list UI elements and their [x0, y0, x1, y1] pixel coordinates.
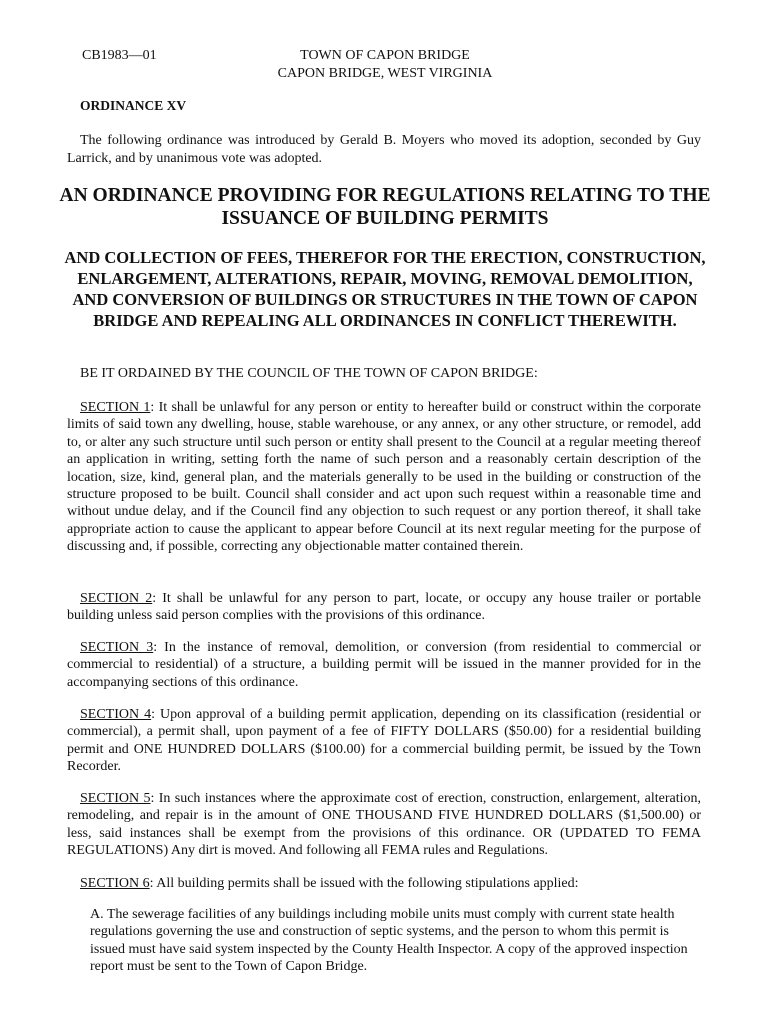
section-5 [67, 790, 701, 860]
ordinance-subtitle: AND COLLECTION OF FEES, THEREFOR FOR THE ERECTION, CONSTRUCTION, ENLARGEMENT, ALTERATIONS, REPAIR, MOVING, REMOVAL DEMOLITION, AND CONVERSION OF BUILDINGS OR STRUCTURES IN THE TOWN OF CAPON BRIDGE AND REPEALING ALL ORDINANCES IN CONFLICT THEREWITH. [64, 248, 706, 330]
town-header [0, 47, 770, 83]
section-2 [67, 590, 701, 625]
town-name: TOWN OF CAPON BRIDGE [300, 48, 470, 63]
section-6 [67, 875, 701, 892]
section-3 [67, 639, 701, 691]
ordained-clause: BE IT ORDAINED BY THE COUNCIL OF THE TOWN OF CAPON BRIDGE: [80, 366, 538, 381]
subsection-a: A. The sewerage facilities of any buildings including mobile units must comply with current state health regulations governing the use and construction of septic systems, and the person to whom this permit is issued must have said system inspected by the County Health Inspector. A copy of the approved inspection report must be sent to the Town of Capon Bridge. [90, 907, 688, 975]
section-text: : In such instances where the approximate cost of erection, construction, enlargement, alteration, remodeling, and repair is in the amount of ONE THOUSAND FIVE HUNDRED DOLLARS ($1,500.00) or less, said instances shall be exempt from the provisions of this ordinance. OR (UPDATED TO FEMA REGULATIONS) Any dirt is moved. And following all FEMA rules and Regulations. [67, 791, 701, 859]
town-location: CAPON BRIDGE, WEST VIRGINIA [277, 66, 493, 81]
section-text: : All building permits shall be issued with the following stipulations applied: [149, 876, 579, 891]
section-text: : In the instance of removal, demolition, or conversion (from residential to commercial or commercial to residential) of a structure, a building permit will be issued in the manner provided for in the accompanying sections of this ordinance. [67, 640, 701, 690]
section-label: SECTION 2 [80, 591, 153, 606]
section-label: SECTION 5 [80, 791, 151, 806]
document-id: CB1983—01 [82, 48, 157, 63]
section-1 [67, 399, 701, 556]
section-text: : It shall be unlawful for any person or entity to hereafter build or construct within the corporate limits of said town any dwelling, house, stable warehouse, or any annex, or any other structure, or remodel, add to, or alter any such structure until such person or entity shall present to the Council at a regular meeting thereof an application in writing, setting forth the name of such person and a reasonably certain description of the location, size, kind, general plan, and the materials generally to be used in the building or construction of the structure proposed to be built. Council shall consider and act upon such request within a reasonable time and without undue delay, and if the Council find any objection to such request or any portion thereof, it shall take appropriate action to cause the applicant to appear before Council at its next regular meeting for the purpose of discussing and, if possible, correcting any objectionable matter contained therein. [67, 400, 701, 555]
ordinance-title: AN ORDINANCE PROVIDING FOR REGULATIONS RELATING TO THE ISSUANCE OF BUILDING PERMITS [59, 185, 711, 229]
section-text: : It shall be unlawful for any person to part, locate, or occupy any house trailer or portable building unless said person complies with the provisions of this ordinance. [67, 591, 701, 624]
section-label: SECTION 6 [80, 876, 150, 891]
section-label: SECTION 1 [80, 400, 151, 415]
section-4 [67, 706, 701, 776]
section-text: : Upon approval of a building permit application, depending on its classification (residential or commercial), a permit shall, upon payment of a fee of FIFTY DOLLARS ($50.00) for a residential building permit and ONE HUNDRED DOLLARS ($100.00) for a commercial building permit, be issued by the Town Recorder. [67, 707, 701, 775]
section-label: SECTION 4 [80, 707, 152, 722]
section-label: SECTION 3 [80, 640, 154, 655]
intro-paragraph: The following ordinance was introduced by Gerald B. Moyers who moved its adoption, seconded by Guy Larrick, and by unanimous vote was adopted. [67, 133, 701, 166]
ordinance-number: ORDINANCE XV [80, 98, 187, 113]
